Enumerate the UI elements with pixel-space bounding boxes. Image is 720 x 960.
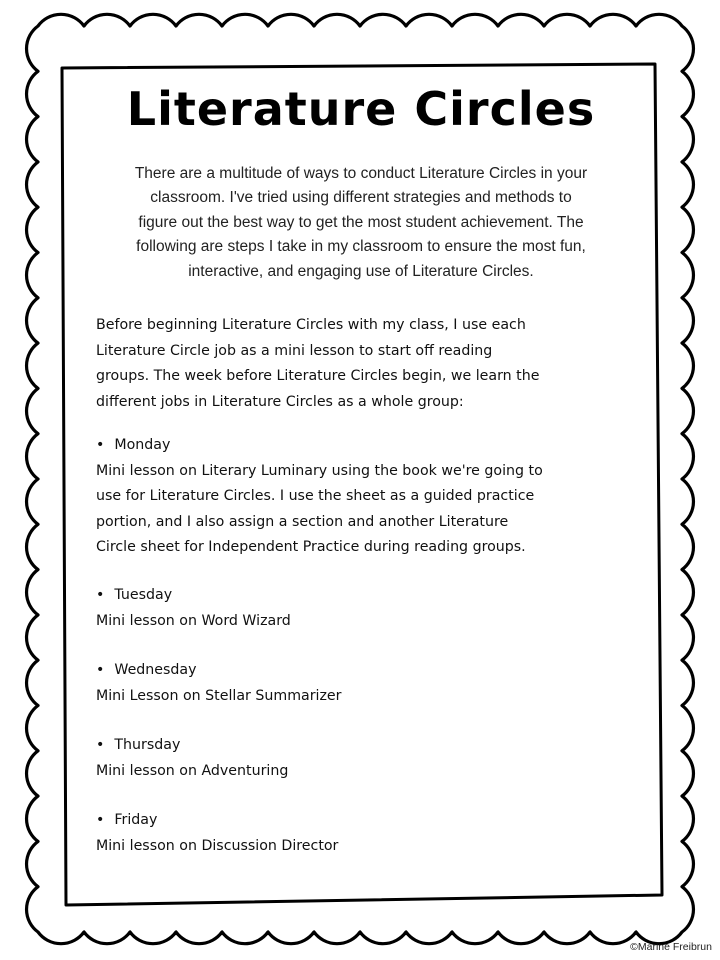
day-item-tuesday: [96, 583, 616, 634]
day-item-monday: [96, 433, 616, 561]
day-name: Thursday: [114, 737, 181, 753]
intro-paragraph: [96, 162, 626, 284]
day-item-thursday: [96, 733, 616, 784]
day-name: Monday: [114, 437, 171, 453]
day-description-line: Circle sheet for Independent Practice during reading groups.: [96, 539, 526, 555]
bullet: •: [96, 587, 105, 603]
intro-line: figure out the best way to get the most student achievement. The: [138, 213, 584, 231]
day-description-line: Mini lesson on Word Wizard: [96, 612, 291, 629]
body-paragraph: [96, 313, 616, 415]
day-name: Tuesday: [114, 587, 173, 603]
intro-line: classroom. I've tried using different strategies and methods to: [150, 189, 572, 207]
day-item-wednesday: [96, 658, 616, 709]
intro-line: following are steps I take in my classroom to ensure the most fun,: [136, 238, 586, 256]
day-description-line: use for Literature Circles. I use the sheet as a guided practice: [96, 488, 535, 504]
day-name: Wednesday: [114, 662, 197, 678]
paragraph-line: Before beginning Literature Circles with my class, I use each: [96, 317, 526, 333]
bullet: •: [96, 812, 105, 828]
day-item-friday: [96, 808, 616, 859]
bullet: •: [96, 437, 105, 453]
intro-line: interactive, and engaging use of Literature Circles.: [188, 262, 534, 280]
bullet: •: [96, 737, 105, 753]
day-name: Friday: [114, 812, 158, 828]
day-description-line: portion, and I also assign a section and another Literature: [96, 513, 509, 530]
copyright-notice: ©Marine Freibrun: [630, 941, 712, 953]
day-description-line: Mini lesson on Discussion Director: [96, 837, 339, 854]
day-description-line: Mini lesson on Adventuring: [96, 762, 289, 779]
day-description-line: Mini lesson on Literary Luminary using the book we're going to: [96, 462, 543, 479]
day-description-line: Mini Lesson on Stellar Summarizer: [96, 687, 342, 704]
bullet: •: [96, 662, 105, 678]
paragraph-line: different jobs in Literature Circles as a whole group:: [96, 393, 464, 410]
page-title: Literature Circles: [126, 82, 596, 136]
paragraph-line: groups. The week before Literature Circles begin, we learn the: [96, 368, 540, 384]
intro-line: There are a multitude of ways to conduct Literature Circles in your: [134, 165, 588, 182]
paragraph-line: Literature Circle job as a mini lesson to start off reading: [96, 342, 493, 359]
